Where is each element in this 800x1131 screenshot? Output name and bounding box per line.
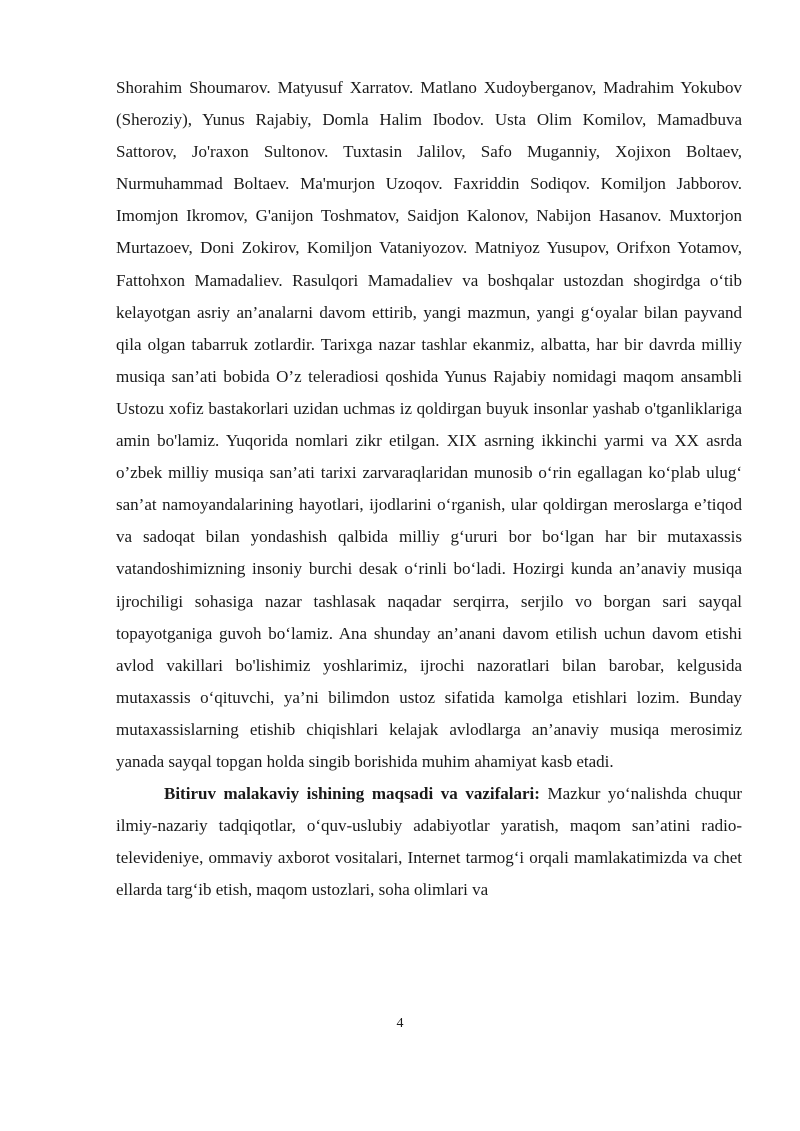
body-text <box>116 72 742 906</box>
paragraph-names-list: Shorahim Shoumarov. Matyusuf Xarratov. Matlano Xudoyberganov, Madrahim Yokubov (Sheroziy), Yunus Rajabiy, Domla Halim Ibodov. Usta Olim Komilov, Mamadbuva Sattorov, Jo'raxon Sultonov. Tuxtasin Jalilov, Safo Muganniy, Xojixon Boltaev, Nurmuhammad Boltaev. Ma'murjon Uzoqov. Faxriddin Sodiqov. Komiljon Jabborov. Imomjon Ikromov, G'anijon Toshmatov, Saidjon Kalonov, Nabijon Hasanov. Muxtorjon Murtazoev, Doni Zokirov, Komiljon Vataniyozov. Matniyoz Yusupov, Orifxon Yotamov, Fattohxon Mamadaliev. Rasulqori Mamadaliev va boshqalar ustozdan shogirdga o‘tib kelayotgan asriy an’analarni davom ettirib, yangi mazmun, yangi g‘oyalar bilan payvand qila olgan tabarruk zotlardir. Tarixga nazar tashlar ekanmiz, albatta, har bir davrda milliy musiqa san’ati bobida O’z teleradiosi qoshida Yunus Rajabiy nomidagi maqom ansambli Ustozu xofiz bastakorlari uzidan uchmas iz qoldirgan buyuk insonlar yashab o'tganliklariga amin bo'lamiz. Yuqorida nomlari zikr etilgan. XIX asrning ikkinchi yarmi va XX asrda o’zbek milliy musiqa san’ati tarixi zarvaraqlaridan munosib o‘rin egallagan ko‘plab ulug‘ san’at namoyandalarining hayotlari, ijodlarini o‘rganish, ular qoldirgan meroslarga e’tiqod va sadoqat bilan yondashish qalbida milliy g‘ururi bor bo‘lgan har bir mutaxassis vatandoshimizning insoniy burchi desak o‘rinli bo‘ladi. Hozirgi kunda an’anaviy musiqa ijrochiligi sohasiga nazar tashlasak naqadar serqirra, serjilo vo borgan sari sayqal topayotganiga guvoh bo‘lamiz. Ana shunday an’anani davom etilish uchun davom etishi avlod vakillari bo'lishimiz yoshlarimiz, ijrochi nazoratlari bilan barobar, kelgusida mutaxassis o‘qituvchi, ya’ni bilimdon ustoz sifatida kamolga etishlari lozim. Bunday mutaxassislarning etishib chiqishlari kelajak avlodlarga an’anaviy musiqa merosimiz yanada sayqal topgan holda singib borishida muhim ahamiyat kasb etadi. <box>116 78 742 771</box>
section-heading: Bitiruv malakaviy ishining maqsadi va vazifalari: <box>164 784 540 804</box>
paragraph-goals-body: Mazkur yo‘nalishda chuqur ilmiy-nazariy tadqiqotlar, o‘quv-uslubiy adabiyotlar yaratish, maqom san’atini radio-televideniye, ommaviy axborot vositalari, Internet tarmog‘i orqali mamlakatimizda va chet ellarda targ‘ib etish, maqom ustozlari, soha olimlari va <box>116 784 742 900</box>
page-number: 4 <box>396 1016 404 1031</box>
paragraph-goals <box>116 778 742 906</box>
